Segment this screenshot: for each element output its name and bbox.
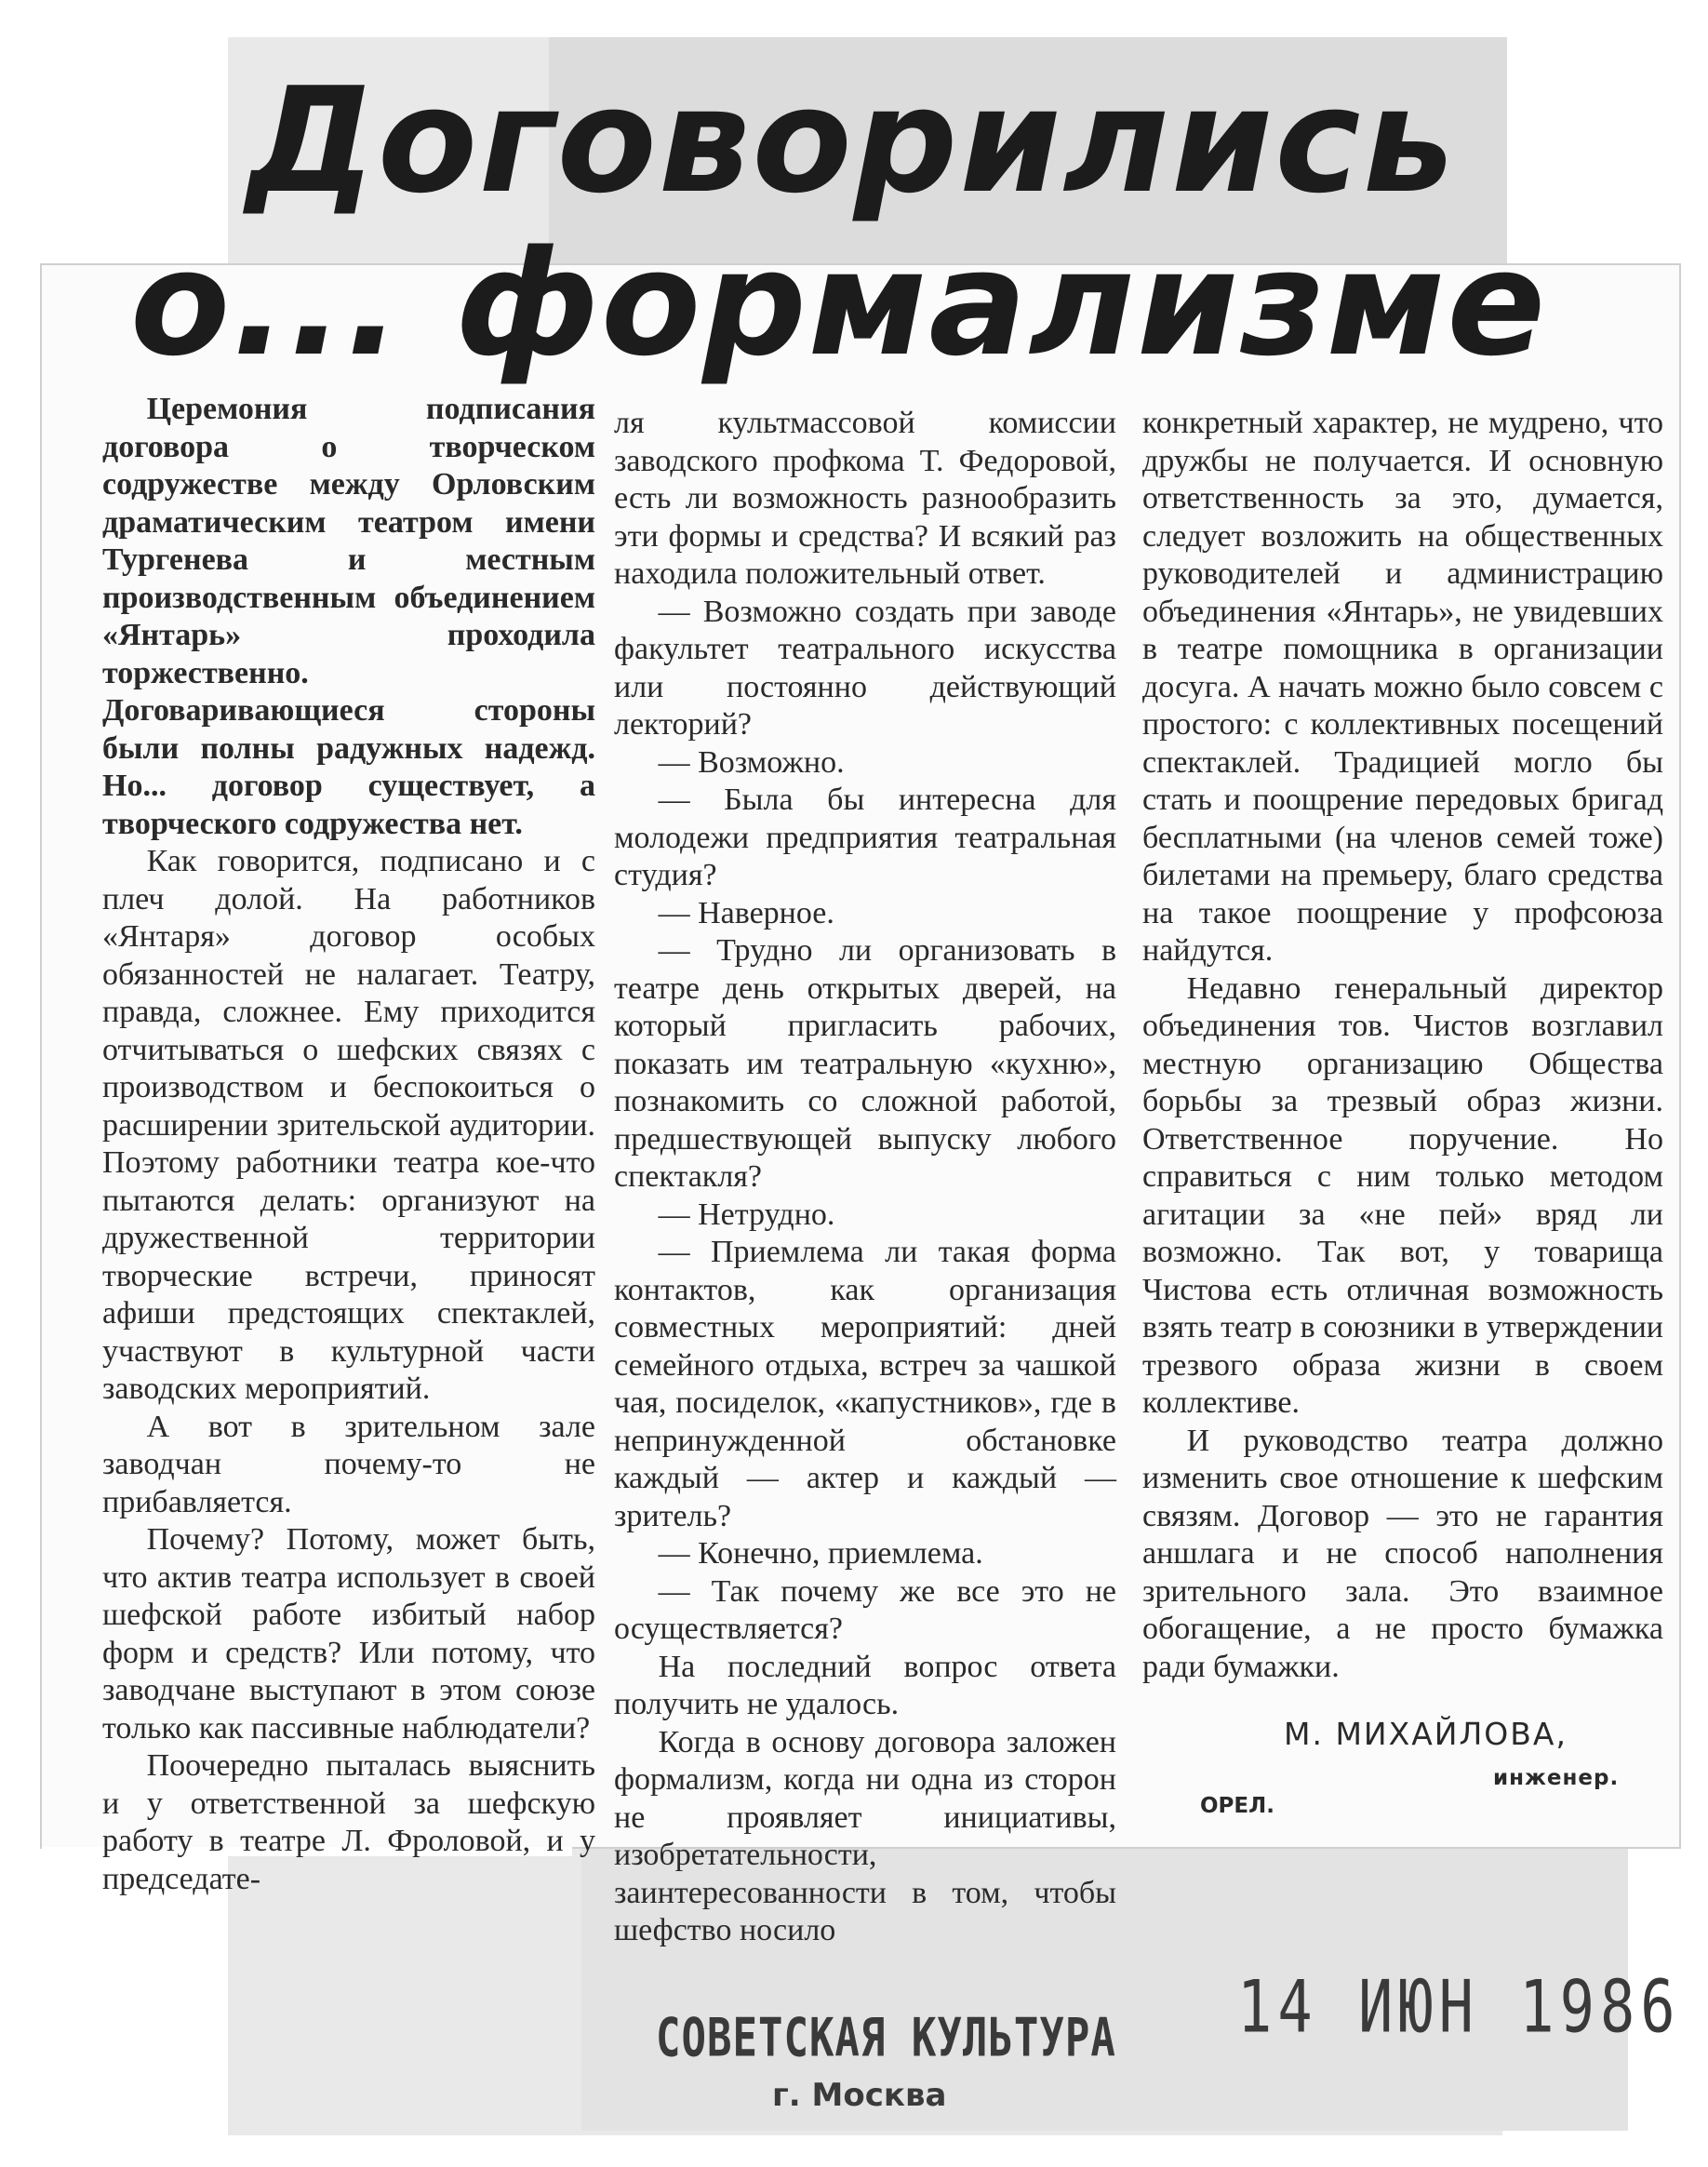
author-name: М. МИХАЙЛОВА, — [1284, 1716, 1568, 1752]
article-paragraph: Как говорится, подписано и с плеч долой. На работников «Янтаря» договор особых обязанностей не налагает. Театру, правда, сложнее. Ему приходится отчитываться о шефских связях с производством и беспокоиться о расширении зрительской аудитории. Поэтому работники театра кое-что пытаются делать: организуют на дружественной территории творческие встречи, приносят афиши предстоящих спектаклей, участвуют в культурной части заводских мероприятий. — [102, 844, 595, 1406]
article-paragraph: Недавно генеральный директор объединения тов. Чистов возглавил местную организацию Общества борьбы за трезвый образ жизни. Ответственное поручение. Но справиться с ним только методом агитации за «не пей» вряд ли возможно. Так вот, у товарища Чистова есть отличная возможность взять театр в союзники в утверждении трезвого образа жизни в своем коллективе. — [1142, 970, 1663, 1420]
article-column-2 — [614, 405, 1116, 1947]
newspaper-name-stamp: СОВЕТСКАЯ КУЛЬТУРА — [656, 2007, 1116, 2069]
author-role: инженер. — [1493, 1766, 1620, 1790]
article-paragraph: конкретный характер, не мудрено, что дружбы не получается. И основную ответственность за это, думается, следует возложить на общественных руководителей и администрацию объединения «Янтарь», не увидевших в театре помощника в организации досуга. А начать можно было совсем с простого: с коллективных посещений спектаклей. Традицией могло бы стать и поощрение передовых бригад бесплатными (на членов семей тоже) билетами на премьеру, благо средства на такое поощрение у профсоюза найдутся. — [1142, 406, 1663, 968]
author-city: ОРЕЛ. — [1200, 1794, 1274, 1818]
dialogue-line: — Возможно. — [658, 744, 845, 780]
dialogue-line: — Трудно ли организовать в театре день открытых дверей, на который пригласить рабочих, показать им театральную «кухню», познакомить со сложной работой, предшествующей выпуску любого спектакля? — [614, 933, 1116, 1194]
article-paragraph: На последний вопрос ответа получить не удалось. — [614, 1649, 1116, 1721]
article-paragraph: ля культмассовой комиссии заводского профкома Т. Федоровой, есть ли возможность разнообразить эти формы и средства? И всякий раз находила положительный ответ. — [614, 406, 1116, 591]
dialogue-line: — Возможно создать при заводе факультет театрального искусства или постоянно действующий лекторий? — [614, 594, 1116, 742]
date-stamp: 14 ИЮН 1986 — [1237, 1963, 1681, 2050]
article-paragraph: И руководство театра должно изменить свое отношение к шефским связям. Договор — это не гарантия аншлага и не способ наполнения зрительного зала. Это взаимное обогащение, а не просто бумажка ради бумажки. — [1142, 1423, 1663, 1684]
article-paragraph: А вот в зрительном зале заводчан почему-то не прибавляется. — [102, 1409, 595, 1519]
headline-line-2: о... формализме — [130, 219, 1548, 388]
newspaper-city-stamp: г. Москва — [772, 2077, 947, 2114]
headline-line-1: Договорились — [247, 56, 1457, 225]
article-paragraph: Когда в основу договора заложен формализм, когда ни одна из сторон не проявляет инициативы, изобретательности, заинтересованности в том, чтобы шефство носило — [614, 1724, 1116, 1947]
dialogue-line: — Так почему же все это не осуществляется? — [614, 1573, 1116, 1646]
lead-paragraph: Церемония подписания договора о творческом содружестве между Орловским драматическим театром имени Тургенева и местным производственным объединением «Янтарь» проходила торжественно. Договаривающиеся стороны были полны радужных надежд. Но... договор существует, а творческого содружества нет. — [102, 392, 595, 841]
dialogue-line: — Приемлема ли такая форма контактов, как организация совместных мероприятий: дней семейного отдыха, встреч за чашкой чая, посиделок, «капустников», где в непринужденной обстановке каждый — актер и каждый — зритель? — [614, 1235, 1116, 1533]
article-column-1 — [102, 391, 595, 1896]
dialogue-line: — Была бы интересна для молодежи предприятия театральная студия? — [614, 783, 1116, 892]
article-column-3 — [1142, 405, 1663, 1856]
article-paragraph: Почему? Потому, может быть, что актив театра использует в своей шефской работе избитый набор форм и средств? Или потому, что заводчане выступают в этом союзе только как пассивные наблюдатели? — [102, 1522, 595, 1746]
dialogue-line: — Конечно, приемлема. — [658, 1536, 983, 1571]
dialogue-line: — Наверное. — [658, 895, 834, 930]
article-paragraph: Поочередно пыталась выяснить и у ответственной за шефскую работу в театре Л. Фроловой, и у председате- — [102, 1748, 595, 1896]
dialogue-line: — Нетрудно. — [658, 1197, 835, 1232]
